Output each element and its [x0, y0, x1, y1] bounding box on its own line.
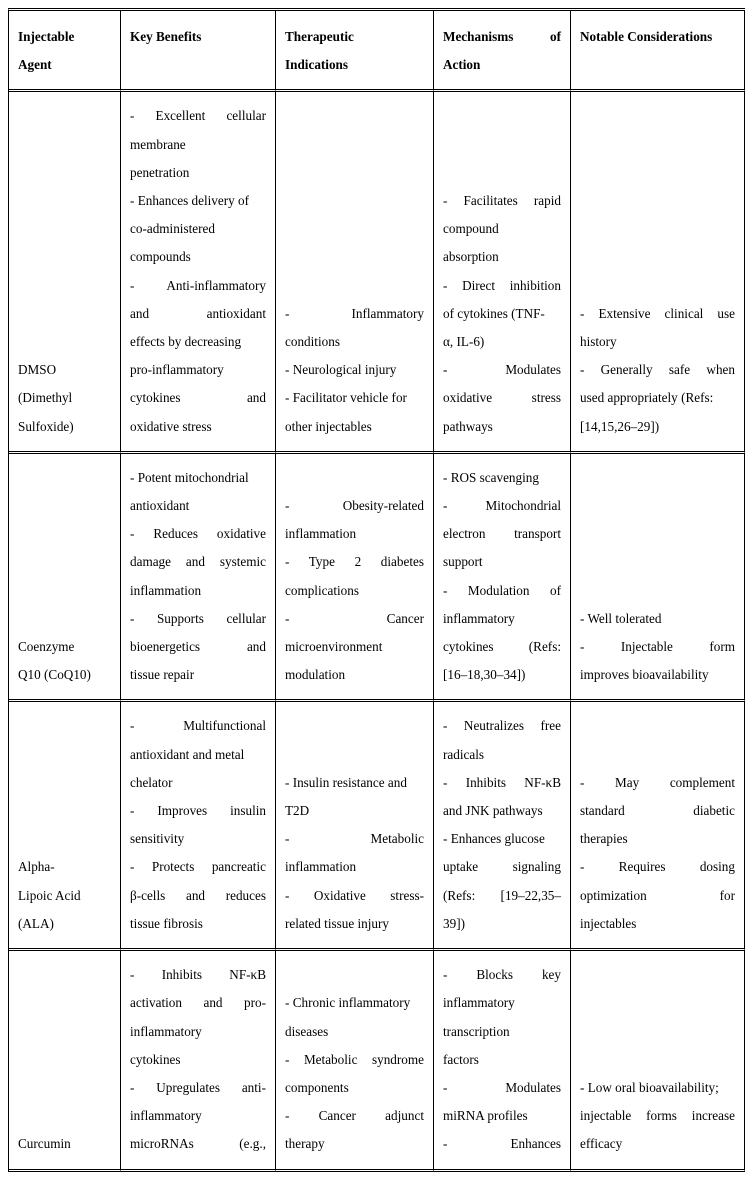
table-row — [9, 702, 745, 951]
cell-line: (ALA) — [18, 915, 54, 931]
cell-text — [285, 300, 424, 441]
cell-line: radicals — [443, 746, 485, 762]
cell-line: - Inhibits NF-κB — [443, 774, 561, 790]
cell-line: compound — [443, 221, 499, 237]
cell-text — [285, 989, 424, 1158]
header-line: Action — [443, 57, 481, 73]
cell-agent — [9, 92, 121, 453]
cell-line: - Injectable form — [580, 639, 735, 655]
cell-line: - Modulates — [443, 362, 561, 378]
cell-mechanisms-of-action — [434, 951, 571, 1171]
cell-line: related tissue injury — [285, 915, 390, 931]
header-considerations-lines — [580, 23, 735, 51]
cell-line: components — [285, 1079, 349, 1095]
cell-line: antioxidant — [130, 498, 190, 514]
cell-line: - Mitochondrial — [443, 498, 561, 514]
cell-line: microenvironment — [285, 639, 383, 655]
cell-text — [18, 1130, 111, 1158]
cell-line: - Enhances delivery of — [130, 193, 250, 209]
cell-line: membrane — [130, 136, 186, 152]
cell-line: - Cancer adjunct — [285, 1108, 424, 1124]
cell-line: [14,15,26–29]) — [580, 418, 660, 434]
cell-line: cytokines — [130, 1051, 181, 1067]
cell-line: - Low oral bioavailability; — [580, 1079, 719, 1095]
cell-line: [16–18,30–34]) — [443, 667, 526, 683]
cell-line: - Inhibits NF-κB — [130, 967, 266, 983]
cell-line: - Well tolerated — [580, 610, 662, 626]
cell-line: antioxidant and metal — [130, 746, 245, 762]
cell-line: optimization for — [580, 887, 735, 903]
cell-therapeutic-indications — [276, 454, 434, 703]
cell-line: support — [443, 554, 483, 570]
cell-line: therapy — [285, 1136, 325, 1152]
table-row — [9, 951, 745, 1171]
header-line: Indications — [285, 57, 349, 73]
table-data-rows — [9, 92, 745, 1171]
cell-mechanisms-of-action — [434, 92, 571, 453]
cell-line: - Modulates — [443, 1079, 561, 1095]
cell-line: inflammation — [285, 859, 357, 875]
cell-key-benefits — [121, 454, 276, 703]
cell-mechanisms-of-action — [434, 454, 571, 703]
header-line: Notable Considerations — [580, 29, 713, 44]
cell-mechanisms-of-action — [434, 702, 571, 951]
cell-line: miRNA profiles — [443, 1108, 528, 1124]
cell-line: electron transport — [443, 526, 561, 542]
cell-line: - Supports cellular — [130, 610, 266, 626]
cell-line: uptake signaling — [443, 859, 561, 875]
cell-line: complications — [285, 582, 359, 598]
cell-line: Lipoic Acid — [18, 887, 81, 903]
cell-line: and antioxidant — [130, 305, 266, 321]
cell-line: - Requires dosing — [580, 859, 735, 875]
cell-line: of cytokines (TNF- — [443, 305, 545, 321]
cell-line: inflammatory — [130, 1023, 202, 1039]
cell-line: therapies — [580, 831, 628, 847]
cell-line: factors — [443, 1051, 479, 1067]
injectable-agents-table — [8, 8, 745, 1172]
cell-line: - Modulation of — [443, 582, 561, 598]
header-line: Agent — [18, 57, 52, 73]
cell-line: - Upregulates anti- — [130, 1079, 266, 1095]
cell-notable-considerations — [571, 92, 745, 453]
cell-text — [580, 605, 735, 690]
cell-therapeutic-indications — [276, 951, 434, 1171]
cell-line: activation and pro- — [130, 995, 266, 1011]
header-line: Injectable — [18, 29, 75, 44]
cell-text — [130, 961, 266, 1158]
cell-line: - May complement — [580, 774, 735, 790]
cell-line: standard diabetic — [580, 803, 735, 819]
cell-line: injectables — [580, 915, 637, 931]
cell-line: - Cancer — [285, 610, 424, 626]
cell-line: - Generally safe when — [580, 362, 735, 378]
cell-line: penetration — [130, 164, 190, 180]
cell-line: - Improves insulin — [130, 803, 266, 819]
cell-line: transcription — [443, 1023, 510, 1039]
column-header-considerations — [571, 11, 745, 92]
cell-line: Sulfoxide) — [18, 418, 74, 434]
header-line: Therapeutic — [285, 29, 354, 44]
cell-line: inflammatory — [443, 610, 515, 626]
cell-agent — [9, 702, 121, 951]
cell-line: improves bioavailability — [580, 667, 709, 683]
cell-line: conditions — [285, 334, 340, 350]
column-header-mechanisms — [434, 11, 571, 92]
header-mechanisms-lines — [443, 23, 561, 79]
cell-line: Alpha- — [18, 859, 55, 875]
cell-key-benefits — [121, 951, 276, 1171]
cell-text — [443, 961, 561, 1158]
cell-line: inflammation — [285, 526, 357, 542]
cell-line: - Reduces oxidative — [130, 526, 266, 542]
cell-line: sensitivity — [130, 831, 185, 847]
cell-line: inflammatory — [130, 1108, 202, 1124]
cell-therapeutic-indications — [276, 92, 434, 453]
cell-text — [130, 464, 266, 690]
cell-agent — [9, 951, 121, 1171]
cell-text — [130, 102, 266, 440]
header-line: Key Benefits — [130, 29, 202, 44]
cell-notable-considerations — [571, 702, 745, 951]
cell-text — [580, 1074, 735, 1159]
cell-line: - Inflammatory — [285, 305, 424, 321]
cell-text — [285, 492, 424, 689]
cell-line: co-administered — [130, 221, 215, 237]
cell-line: cytokines (Refs: — [443, 639, 561, 655]
cell-line: diseases — [285, 1023, 329, 1039]
cell-line: and JNK pathways — [443, 803, 543, 819]
cell-line: chelator — [130, 774, 173, 790]
cell-line: - Chronic inflammatory — [285, 995, 411, 1011]
cell-line: - Neurological injury — [285, 362, 397, 378]
column-header-benefits — [121, 11, 276, 92]
cell-notable-considerations — [571, 951, 745, 1171]
cell-agent — [9, 454, 121, 703]
cell-line: other injectables — [285, 418, 372, 434]
cell-line: bioenergetics and — [130, 639, 266, 655]
cell-line: injectable forms increase — [580, 1108, 735, 1124]
cell-line: - Oxidative stress- — [285, 887, 424, 903]
cell-line: oxidative stress — [130, 418, 212, 434]
cell-line: - Anti-inflammatory — [130, 277, 266, 293]
cell-line: - ROS scavenging — [443, 469, 539, 485]
cell-line: - Direct inhibition — [443, 277, 561, 293]
cell-line: microRNAs (e.g., — [130, 1136, 266, 1152]
cell-line: - Neutralizes free — [443, 718, 561, 734]
cell-line: cytokines and — [130, 390, 266, 406]
cell-key-benefits — [121, 92, 276, 453]
cell-line: β-cells and reduces — [130, 887, 266, 903]
column-header-indications — [276, 11, 434, 92]
cell-line: Q10 (CoQ10) — [18, 667, 91, 683]
cell-text — [580, 300, 735, 441]
cell-line: - Type 2 diabetes — [285, 554, 424, 570]
cell-line: - Insulin resistance and — [285, 774, 407, 790]
cell-line: (Refs: [19–22,35– — [443, 887, 561, 903]
cell-line: tissue fibrosis — [130, 915, 203, 931]
cell-line: - Facilitator vehicle for — [285, 390, 407, 406]
cell-line: - Metabolic syndrome — [285, 1051, 424, 1067]
cell-text — [443, 712, 561, 938]
table-row — [9, 454, 745, 703]
cell-line: - Multifunctional — [130, 718, 266, 734]
cell-line: pathways — [443, 418, 493, 434]
cell-line: oxidative stress — [443, 390, 561, 406]
cell-line: - Protects pancreatic — [130, 859, 266, 875]
cell-line: - Blocks key — [443, 967, 561, 983]
header-line: Mechanisms of — [443, 29, 561, 44]
cell-text — [580, 769, 735, 938]
cell-line: tissue repair — [130, 667, 195, 683]
cell-line: Coenzyme — [18, 639, 75, 655]
cell-line: α, IL-6) — [443, 334, 485, 350]
cell-line: 39]) — [443, 915, 465, 931]
cell-line: inflammation — [130, 582, 202, 598]
cell-line: damage and systemic — [130, 554, 266, 570]
table-header-row — [9, 11, 745, 92]
cell-line: - Enhances — [443, 1136, 561, 1152]
cell-line: - Obesity-related — [285, 498, 424, 514]
cell-line: - Facilitates rapid — [443, 193, 561, 209]
cell-line: - Enhances glucose — [443, 831, 545, 847]
cell-line: used appropriately (Refs: — [580, 390, 714, 406]
cell-text — [285, 769, 424, 938]
cell-line: Curcumin — [18, 1136, 71, 1152]
cell-line: - Metabolic — [285, 831, 424, 847]
cell-line: efficacy — [580, 1136, 623, 1152]
cell-line: - Extensive clinical use — [580, 305, 735, 321]
cell-therapeutic-indications — [276, 702, 434, 951]
header-agent-lines — [18, 23, 111, 79]
cell-line: history — [580, 334, 617, 350]
cell-text — [443, 187, 561, 441]
cell-line: T2D — [285, 803, 310, 819]
cell-text — [130, 712, 266, 938]
cell-line: - Potent mitochondrial — [130, 469, 249, 485]
header-benefits-lines — [130, 23, 266, 51]
cell-line: modulation — [285, 667, 346, 683]
table-body — [9, 11, 745, 92]
cell-text — [18, 633, 111, 689]
cell-line: pro-inflammatory — [130, 362, 224, 378]
cell-text — [18, 853, 111, 938]
cell-line: compounds — [130, 249, 191, 265]
cell-line: inflammatory — [443, 995, 515, 1011]
cell-notable-considerations — [571, 454, 745, 703]
cell-text — [443, 464, 561, 690]
column-header-agent — [9, 11, 121, 92]
cell-line: DMSO — [18, 362, 57, 378]
cell-line: - Excellent cellular — [130, 108, 266, 124]
header-indications-lines — [285, 23, 424, 79]
cell-text — [18, 356, 111, 441]
table-row — [9, 92, 745, 453]
cell-key-benefits — [121, 702, 276, 951]
cell-line: absorption — [443, 249, 499, 265]
cell-line: (Dimethyl — [18, 390, 73, 406]
cell-line: effects by decreasing — [130, 334, 242, 350]
